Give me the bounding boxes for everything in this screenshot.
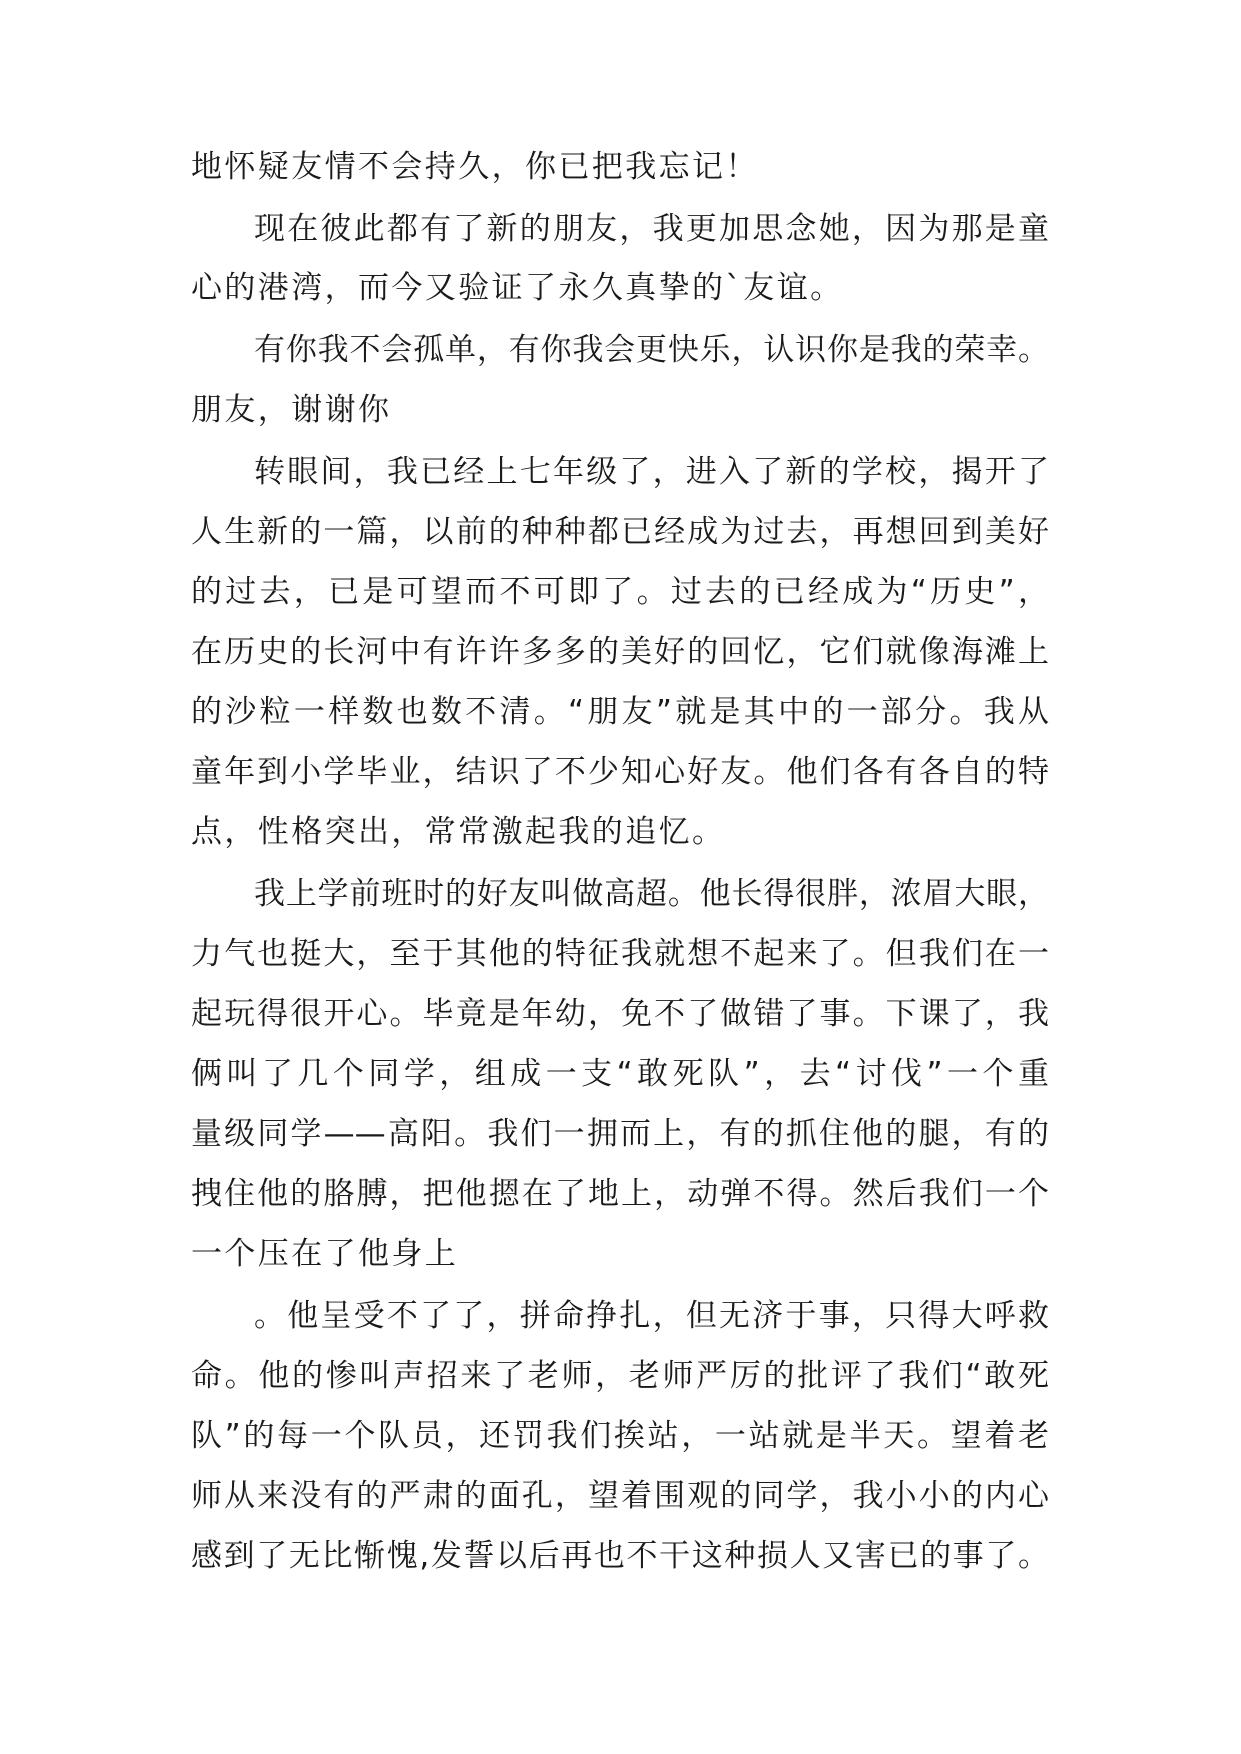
paragraph-4-line-6: 童年到小学毕业，结识了不少知心好友。他们各有各自的特: [191, 754, 1049, 790]
paragraph-6-line-4: 师从来没有的严肃的面孔，望着围观的同学，我小小的内心: [191, 1478, 1049, 1514]
paragraph-4-line-5: 的沙粒一样数也数不清。“朋友”就是其中的一部分。我从: [191, 694, 1049, 730]
paragraph-5-line-7: 一个压在了他身上: [191, 1236, 459, 1272]
paragraph-2-line-1: 现在彼此都有了新的朋友，我更加思念她，因为那是童: [254, 211, 1049, 247]
paragraph-5-line-4: 俩叫了几个同学，组成一支“敢死队”，去“讨伐”一个重: [191, 1056, 1049, 1092]
paragraph-6-line-5: 感到了无比惭愧,发誓以后再也不干这种损人又害已的事了。: [191, 1538, 1049, 1574]
paragraph-5-line-1: 我上学前班时的好友叫做高超。他长得很胖，浓眉大眼，: [254, 876, 1049, 912]
paragraph-3-line-2: 朋友，谢谢你: [191, 392, 392, 428]
paragraph-5-line-3: 起玩得很开心。毕竟是年幼，免不了做错了事。下课了，我: [191, 996, 1049, 1032]
paragraph-6-line-3: 队”的每一个队员，还罚我们挨站，一站就是半天。望着老: [191, 1418, 1049, 1454]
paragraph-4-line-4: 在历史的长河中有许许多多的美好的回忆，它们就像海滩上: [191, 634, 1049, 670]
paragraph-2-line-2: 心的港湾，而今又验证了永久真挚的`友谊。: [191, 270, 844, 306]
paragraph-6-line-2: 命。他的惨叫声招来了老师，老师严厉的批评了我们“敢死: [191, 1358, 1049, 1394]
paragraph-6-line-1: 。他呈受不了了，拼命挣扎，但无济于事，只得大呼救: [254, 1298, 1049, 1334]
paragraph-5-line-5: 量级同学——高阳。我们一拥而上，有的抓住他的腿，有的: [191, 1116, 1049, 1152]
paragraph-1-line-1: 地怀疑友情不会持久，你已把我忘记！: [191, 149, 759, 185]
paragraph-5-line-2: 力气也挺大，至于其他的特征我就想不起来了。但我们在一: [191, 936, 1049, 972]
paragraph-4-line-7: 点，性格突出，常常激起我的追忆。: [191, 814, 726, 850]
paragraph-4-line-3: 的过去，已是可望而不可即了。过去的已经成为“历史”，: [191, 574, 1049, 610]
paragraph-5-line-6: 拽住他的胳膊，把他摁在了地上，动弹不得。然后我们一个: [191, 1176, 1049, 1212]
paragraph-4-line-1: 转眼间，我已经上七年级了，进入了新的学校，揭开了: [254, 454, 1049, 490]
paragraph-3-line-1: 有你我不会孤单，有你我会更快乐，认识你是我的荣幸。: [254, 332, 1049, 368]
paragraph-4-line-2: 人生新的一篇，以前的种种都已经成为过去，再想回到美好: [191, 514, 1049, 550]
